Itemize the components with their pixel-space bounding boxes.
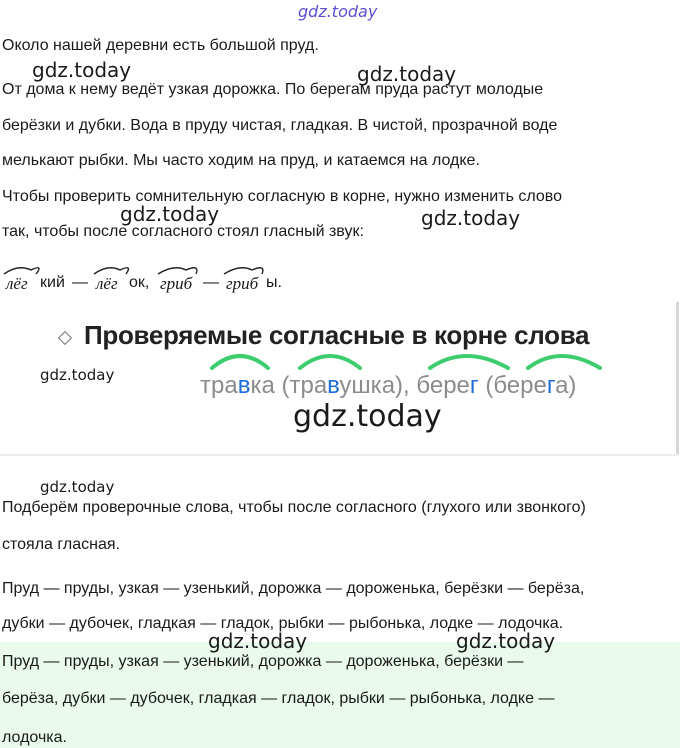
answer-line: Пруд — пруды, узкая — узенький, дорожка — дороженька, берёзки — bbox=[2, 653, 524, 670]
word-ending: ок, bbox=[129, 274, 150, 291]
card-title: Проверяемые согласные в корне слова bbox=[84, 320, 590, 350]
watermark: gdz.today bbox=[456, 629, 556, 653]
watermark: gdz.today bbox=[357, 62, 457, 86]
answer-line: Пруд — пруды, узкая — узенький, дорожка — дороженька, берёзки — берёза, bbox=[2, 580, 585, 597]
watermark: gdz.today bbox=[40, 478, 115, 496]
word-root: лёг bbox=[6, 274, 28, 293]
watermark-top: gdz.today bbox=[298, 2, 378, 21]
answer-line: берёза, дубки — дубочек, гладкая — гладок, рыбки — рыбонька, лодке — bbox=[2, 690, 555, 707]
dash: — bbox=[203, 274, 219, 291]
text-line: Около нашей деревни есть большой пруд. bbox=[2, 37, 319, 54]
watermark: gdz.today bbox=[40, 366, 115, 384]
watermark: gdz.today bbox=[120, 202, 220, 226]
intro-line: Подберём проверочные слова, чтобы после согласного (глухого или звонкого) bbox=[2, 499, 586, 516]
word-ending: ы. bbox=[266, 274, 282, 291]
card-example: травка (травушка), берег (берега) bbox=[200, 372, 577, 399]
watermark-large: gdz.today bbox=[293, 399, 442, 434]
answer-line: лодочка. bbox=[2, 729, 67, 746]
text-line: От дома к нему ведёт узкая дорожка. По берегам пруда растут молодые bbox=[2, 81, 544, 98]
dash: — bbox=[72, 274, 88, 291]
rule-line: так, чтобы после согласного стоял гласный звук: bbox=[2, 223, 364, 240]
intro-line: стояла гласная. bbox=[2, 536, 120, 553]
watermark: gdz.today bbox=[32, 58, 132, 82]
word-ending: кий bbox=[40, 274, 65, 291]
word-root: гриб bbox=[226, 274, 259, 293]
word-root: лёг bbox=[96, 274, 118, 293]
text-line: мелькают рыбки. Мы часто ходим на пруд, и катаемся на лодке. bbox=[2, 152, 480, 169]
word-root: гриб bbox=[160, 274, 193, 293]
text-line: берёзки и дубки. Вода в пруду чистая, гладкая. В чистой, прозрачной воде bbox=[2, 117, 558, 134]
watermark: gdz.today bbox=[421, 206, 521, 230]
watermark: gdz.today bbox=[208, 629, 308, 653]
rule-line: Чтобы проверить сомнительную согласную в корне, нужно изменить слово bbox=[2, 188, 562, 205]
answer-line: дубки — дубочек, гладкая — гладок, рыбки — рыбонька, лодке — лодочка. bbox=[2, 615, 564, 632]
